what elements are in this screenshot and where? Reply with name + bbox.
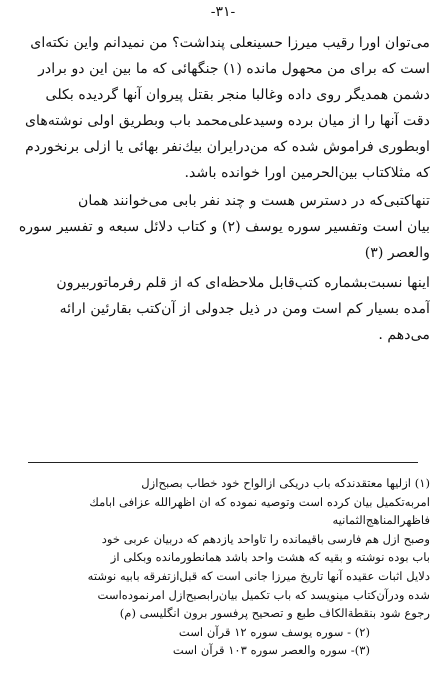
footnotes — [14, 474, 430, 660]
text-line: می‌توان اورا رقیب میرزا حسینعلی پنداشت؟ من نمیدانم واین نکته‌ای — [30, 35, 430, 51]
paragraph-2 — [16, 188, 430, 266]
text-line: والعصر (۳) — [364, 245, 430, 261]
text-line: آمده بسیار کم است ومن در ذیل جدولی از آن‌کتب بقارئین ارائه — [59, 301, 430, 317]
footnote-line: فاظهرالمناهج‌الثمانیه — [332, 513, 430, 528]
text-line: است که برای من محهول مانده (۱) جنگهائی که ما بین این دو برادر — [38, 61, 430, 77]
footnote-line: (۱) ازلیها معتقدند‌که باب دریکی ازالواح خود خطاب بصبح‌ازل — [141, 476, 430, 490]
footnote-line: دلایل اثبات عقیده آنها تاریخ میرزا جانی است که قبل‌ازتفرقه بابیه نوشته — [87, 568, 430, 583]
text-line: تنهاکتبی‌که در دسترس هست و چند نفر بابی می‌خوانند همان — [78, 193, 430, 209]
paragraph-1 — [16, 30, 430, 186]
text-line: اینها نسبت‌بشماره کتب‌قابل ملاحظه‌ای که از قلم رفرماتوربیرون — [56, 275, 430, 291]
footnote-ref-3: (۳)- سوره والعصر سوره ۱۰۳ قرآن است — [172, 643, 370, 658]
footnote-line: باب بوده نوشته و بقیه که هشت واحد باشد همانطورمانده وبکلی از — [110, 550, 430, 565]
footnote-line: وصبح ازل هم فارسی باقیمانده را تاواحد یازدهم که دربیان عربی خود — [101, 531, 430, 546]
text-line: می‌دهم . — [378, 327, 430, 343]
text-line: دقت آنها را از میان برده وسیدعلی‌محمد باب وبطریق اولی نوشته‌های — [24, 113, 430, 129]
paragraph-3 — [16, 270, 430, 348]
footnote-line: امربه‌تکمیل بیان کرده است وتوصیه نموده که ان اظهرالله عزافی ابامك — [89, 494, 430, 509]
footnote-line: شده ودرآن‌کتاب مینویسد که باب تکمیل بیان‌رابصبح‌ازل امرنموده‌است — [97, 587, 430, 602]
text-line: بیان است وتفسیر سوره یوسف (۲) و کتاب دلائل سبعه و تفسیر سوره — [18, 219, 430, 235]
text-line: که مثلاکتاب بین‌الحرمین اورا خوانده باشد. — [184, 165, 430, 181]
main-text — [16, 30, 430, 348]
text-line: دشمن همدیگر روی داده وغالبا منجر بقتل پیروان آنها گردیده بکلی — [45, 87, 430, 103]
footnote-ref-2: (۲) - سوره یوسف سوره ۱۲ قرآن است — [178, 624, 370, 639]
footnote-divider — [28, 462, 418, 463]
footnote-line: رجوع شود بنقطة‌الکاف طبع و تصحیح پرفسور برون انگلیسی (م) — [119, 606, 430, 621]
page-number: -۳۱- — [210, 4, 236, 20]
text-line: اوبطوری فراموش شده که من‌درایران بیك‌نفر بهائی یا ازلی برنخوردم — [25, 139, 430, 155]
